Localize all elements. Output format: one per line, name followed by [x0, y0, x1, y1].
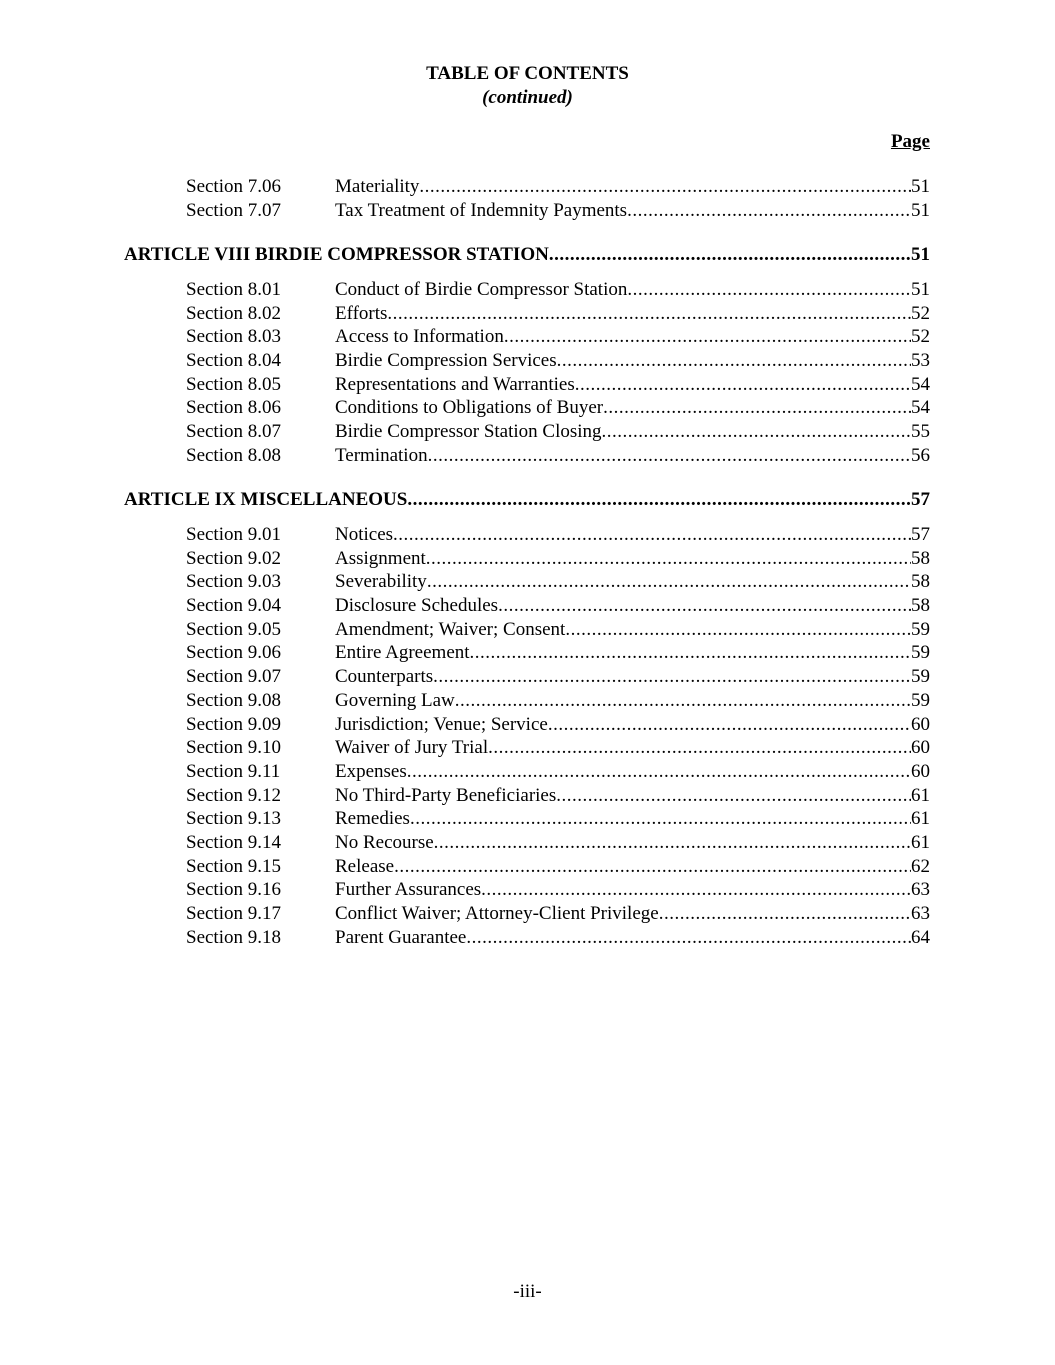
dot-leader [410, 807, 911, 831]
section-title: Efforts [335, 302, 388, 324]
section-number: Section 9.16 [186, 879, 281, 901]
section-page: 63 [911, 903, 930, 924]
section-title: Termination [335, 444, 428, 466]
section-number: Section 9.08 [186, 689, 281, 711]
toc-section-row[interactable] [124, 396, 930, 420]
toc-section-row[interactable] [124, 349, 930, 373]
section-page: 51 [911, 176, 930, 197]
section-number: Section 8.08 [186, 444, 281, 466]
article-title: ARTICLE VIII BIRDIE COMPRESSOR STATION [124, 244, 549, 265]
section-number: Section 9.09 [186, 713, 281, 735]
section-page: 51 [911, 199, 930, 221]
dot-leader [504, 325, 911, 349]
dot-leader [407, 760, 911, 784]
section-title: Tax Treatment of Indemnity Payments [335, 199, 628, 221]
section-number: Section 9.17 [186, 903, 281, 924]
section-title: Jurisdiction; Venue; Service [335, 713, 548, 735]
section-page: 59 [911, 689, 930, 711]
section-page: 64 [911, 926, 930, 948]
dot-leader [565, 618, 911, 642]
section-title: Notices [335, 524, 394, 545]
dot-leader [466, 926, 911, 950]
toc-section-row[interactable] [124, 444, 930, 468]
dot-leader [556, 784, 911, 808]
toc-section-row[interactable] [124, 878, 930, 902]
toc-section-row[interactable] [124, 175, 930, 199]
toc-section-row[interactable] [124, 325, 930, 349]
toc-section-row[interactable] [124, 926, 930, 950]
section-page: 61 [911, 808, 930, 830]
section-number: Section 9.07 [186, 666, 281, 688]
article-heading-group [124, 243, 930, 267]
toc-section-row[interactable] [124, 784, 930, 808]
dot-leader [433, 665, 911, 689]
section-title: Governing Law [335, 689, 455, 711]
dot-leader [602, 420, 911, 444]
dot-leader [455, 689, 911, 713]
toc-section-row[interactable] [124, 373, 930, 397]
section-page: 54 [911, 373, 930, 395]
section-page: 58 [911, 595, 930, 617]
section-number: Section 8.07 [186, 421, 281, 443]
section-title: Parent Guarantee [335, 926, 467, 948]
dot-leader [427, 570, 911, 594]
dot-leader [627, 278, 911, 302]
section-title: Counterparts [335, 666, 434, 688]
section-page: 63 [911, 879, 930, 901]
dot-leader [548, 713, 911, 737]
page-number: -iii- [513, 1281, 542, 1302]
section-number: Section 9.02 [186, 547, 281, 569]
section-number: Section 9.11 [186, 760, 281, 782]
section-page: 53 [911, 350, 930, 372]
section-title: Release [335, 855, 395, 877]
toc-section-row[interactable] [124, 523, 930, 547]
section-page: 59 [911, 618, 930, 640]
section-title: Birdie Compression Services [335, 350, 557, 372]
toc-article-row[interactable] [124, 243, 930, 267]
dot-leader [481, 878, 911, 902]
section-title: Materiality [335, 176, 420, 197]
toc-section-row[interactable] [124, 807, 930, 831]
section-title: Birdie Compressor Station Closing [335, 421, 602, 443]
section-group [124, 278, 930, 468]
toc-section-row[interactable] [124, 902, 930, 926]
section-title: Amendment; Waiver; Consent [335, 618, 566, 640]
dot-leader [488, 736, 911, 760]
section-number: Section 9.03 [186, 571, 281, 593]
dot-leader [557, 349, 911, 373]
dot-leader [393, 523, 911, 547]
toc-section-row[interactable] [124, 420, 930, 444]
dot-leader [549, 243, 911, 267]
toc-section-row[interactable] [124, 618, 930, 642]
section-page: 60 [911, 737, 930, 759]
toc-section-row[interactable] [124, 594, 930, 618]
section-title: Severability [335, 571, 427, 593]
section-title: Representations and Warranties [335, 373, 575, 395]
toc-section-row[interactable] [124, 302, 930, 326]
dot-leader [434, 831, 911, 855]
section-title: Assignment [335, 547, 426, 569]
section-number: Section 9.05 [186, 618, 281, 640]
dot-leader [627, 199, 911, 223]
dot-leader [575, 373, 911, 397]
article-title: ARTICLE IX MISCELLANEOUS [124, 489, 408, 510]
section-number: Section 8.04 [186, 350, 281, 372]
toc-section-row[interactable] [124, 199, 930, 223]
toc-section-row[interactable] [124, 570, 930, 594]
section-number: Section 9.15 [186, 855, 281, 877]
section-group [124, 523, 930, 949]
article-heading-group [124, 488, 930, 512]
section-title: No Recourse [335, 831, 434, 853]
toc-section-row[interactable] [124, 760, 930, 784]
toc-section-row[interactable] [124, 641, 930, 665]
toc-title: TABLE OF CONTENTS [426, 63, 629, 84]
section-number: Section 8.02 [186, 302, 281, 324]
dot-leader [603, 396, 911, 420]
section-page: 56 [911, 444, 930, 466]
dot-leader [387, 302, 911, 326]
section-title: Waiver of Jury Trial [335, 737, 489, 759]
section-number: Section 9.18 [186, 926, 281, 948]
toc-section-row[interactable] [124, 278, 930, 302]
section-page: 58 [911, 547, 930, 569]
section-number: Section 8.06 [186, 397, 281, 419]
toc-section-row[interactable] [124, 665, 930, 689]
section-page: 57 [911, 524, 930, 545]
dot-leader [659, 902, 911, 926]
section-title: Remedies [335, 808, 410, 830]
section-page: 51 [911, 279, 930, 300]
section-number: Section 9.01 [186, 524, 281, 545]
section-title: Further Assurances [335, 879, 482, 901]
section-title: Entire Agreement [335, 642, 470, 664]
section-number: Section 7.06 [186, 176, 281, 197]
section-page: 61 [911, 784, 930, 806]
dot-leader [407, 488, 911, 512]
toc-section-row[interactable] [124, 547, 930, 571]
section-page: 60 [911, 713, 930, 735]
section-title: Conditions to Obligations of Buyer [335, 397, 604, 419]
toc-section-row[interactable] [124, 855, 930, 879]
section-page: 60 [911, 760, 930, 782]
section-group [124, 175, 930, 222]
dot-leader [498, 594, 911, 618]
dot-leader [419, 175, 911, 199]
section-number: Section 9.10 [186, 737, 281, 759]
dot-leader [394, 855, 911, 879]
page-column-header: Page [890, 131, 930, 152]
toc-subtitle: (continued) [482, 87, 573, 108]
section-title: Conflict Waiver; Attorney-Client Privilege [335, 903, 659, 924]
dot-leader [426, 547, 911, 571]
section-page: 61 [911, 831, 930, 853]
section-page: 52 [911, 302, 930, 324]
section-number: Section 9.13 [186, 808, 281, 830]
section-number: Section 8.05 [186, 373, 281, 395]
section-page: 52 [911, 326, 930, 348]
toc-section-row[interactable] [124, 831, 930, 855]
section-title: Disclosure Schedules [335, 595, 499, 617]
toc-article-row[interactable] [124, 488, 930, 512]
toc-section-row[interactable] [124, 736, 930, 760]
section-title: No Third-Party Beneficiaries [335, 784, 557, 806]
section-page: 59 [911, 642, 930, 664]
section-page: 62 [911, 855, 930, 877]
section-page: 55 [911, 421, 930, 443]
section-title: Conduct of Birdie Compressor Station [335, 279, 628, 300]
section-page: 59 [911, 666, 930, 688]
toc-section-row[interactable] [124, 689, 930, 713]
dot-leader [470, 641, 911, 665]
article-page: 57 [911, 489, 930, 510]
section-title: Access to Information [335, 326, 504, 348]
section-number: Section 9.06 [186, 642, 281, 664]
section-number: Section 9.12 [186, 784, 281, 806]
section-page: 58 [911, 571, 930, 593]
section-number: Section 8.03 [186, 326, 281, 348]
section-number: Section 8.01 [186, 279, 281, 300]
dot-leader [428, 444, 911, 468]
section-title: Expenses [335, 760, 407, 782]
section-number: Section 7.07 [186, 199, 281, 221]
toc-section-row[interactable] [124, 713, 930, 737]
section-number: Section 9.04 [186, 595, 281, 617]
section-page: 54 [911, 397, 930, 419]
article-page: 51 [911, 244, 930, 265]
section-number: Section 9.14 [186, 831, 281, 853]
